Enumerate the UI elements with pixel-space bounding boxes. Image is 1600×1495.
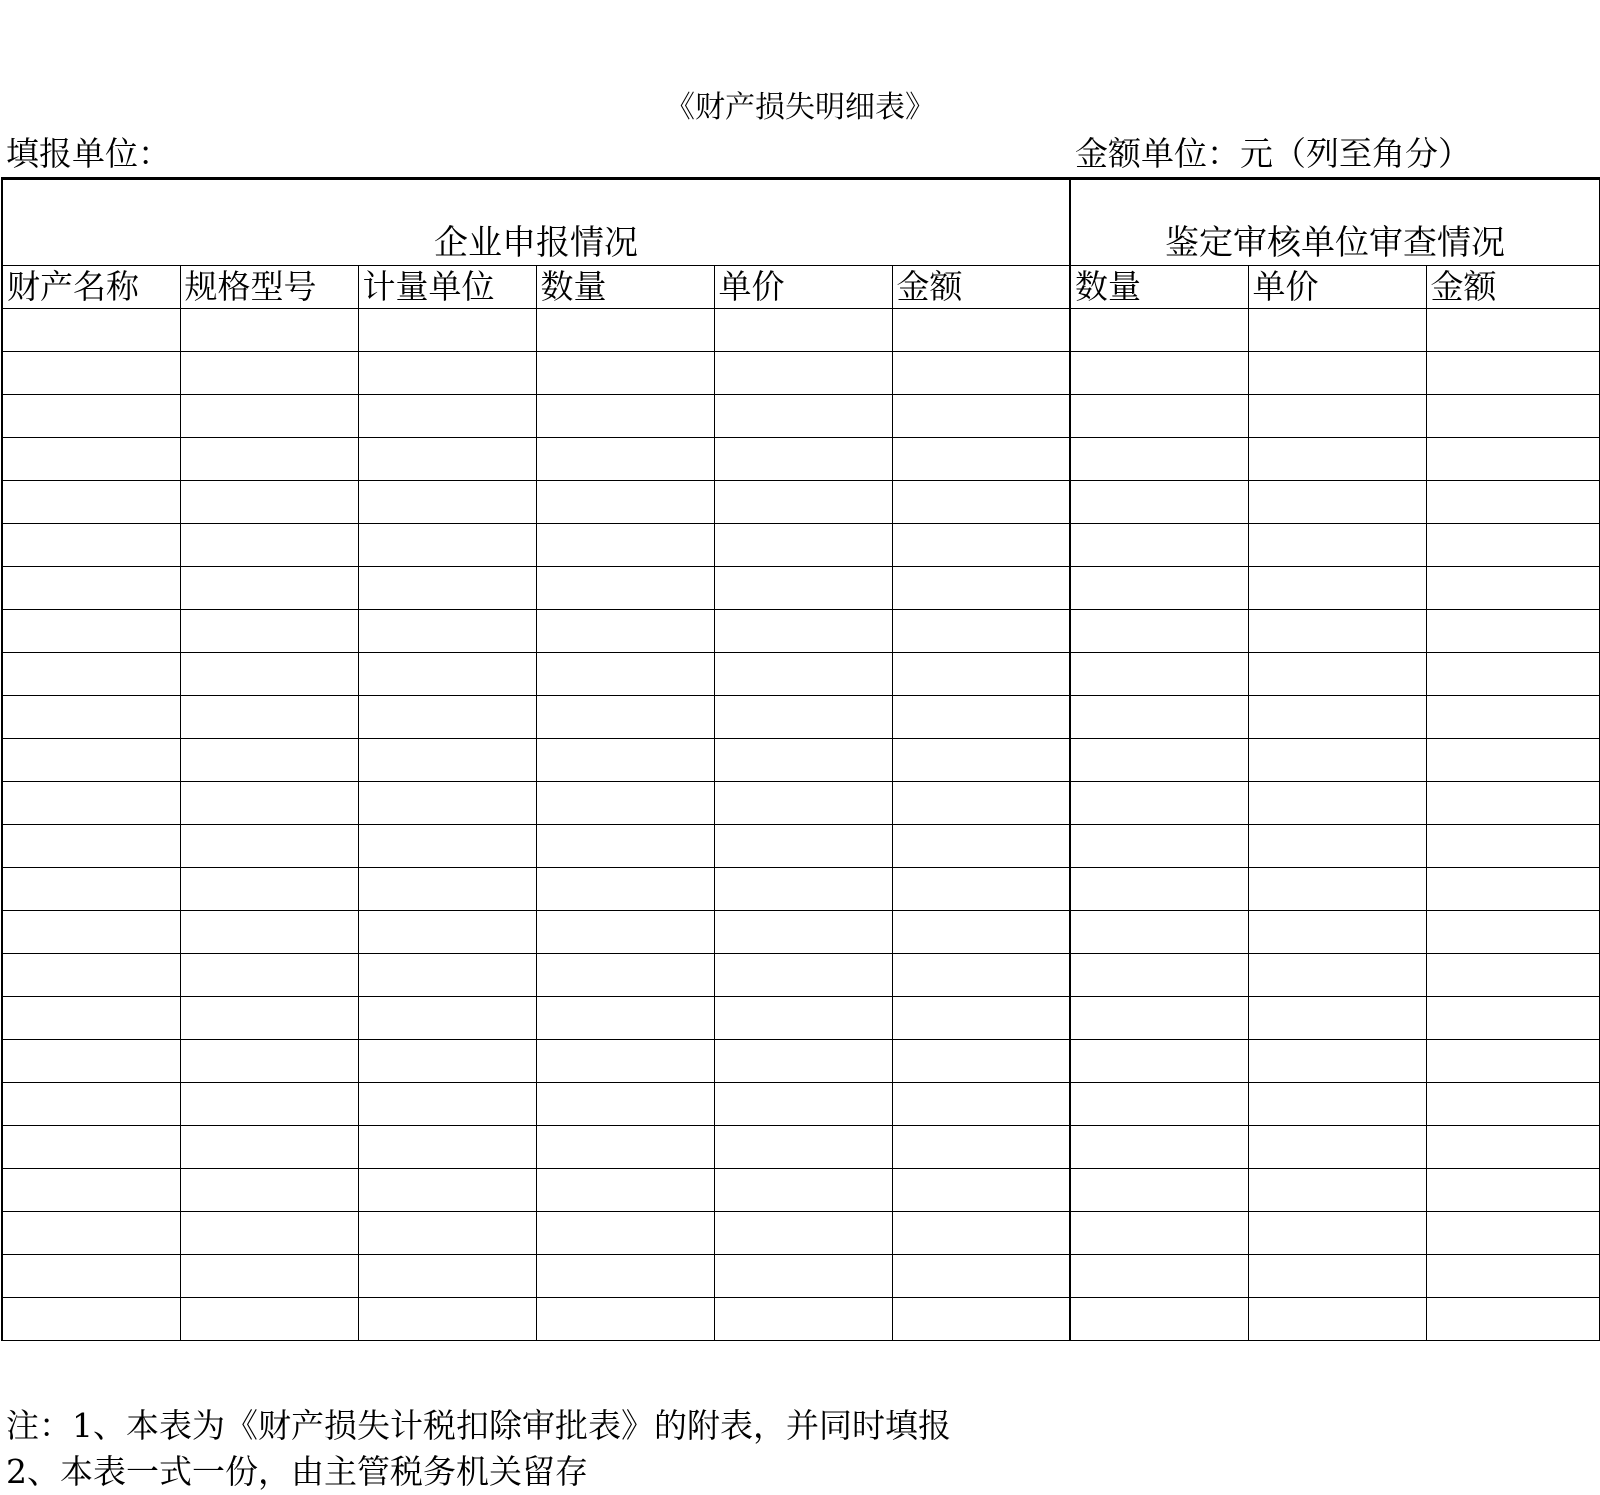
table-cell[interactable] [714, 739, 892, 782]
column-header-row [2, 266, 1600, 309]
form-title: 《财产损失明细表》 [665, 90, 935, 125]
table-cell[interactable] [1070, 352, 1248, 395]
table-cell[interactable] [714, 1083, 892, 1126]
table-cell[interactable] [892, 954, 1070, 997]
table-cell[interactable] [1070, 524, 1248, 567]
table-cell[interactable] [714, 1040, 892, 1083]
table-cell[interactable] [180, 782, 358, 825]
table-cell[interactable] [180, 1169, 358, 1212]
table-cell[interactable] [1070, 395, 1248, 438]
table-cell[interactable] [180, 438, 358, 481]
table-cell[interactable] [180, 825, 358, 868]
table-cell[interactable] [892, 739, 1070, 782]
table-row [2, 309, 1600, 352]
note-line-1: 注：1、本表为《财产损失计税扣除审批表》的附表，并同时填报 [6, 1406, 951, 1445]
table-cell[interactable] [536, 309, 714, 352]
table-cell[interactable] [1426, 1126, 1600, 1169]
table-cell[interactable] [1070, 1212, 1248, 1255]
table-cell[interactable] [536, 1040, 714, 1083]
table-row [2, 696, 1600, 739]
table-cell[interactable] [1248, 653, 1426, 696]
table-cell[interactable] [358, 868, 536, 911]
table-row [2, 567, 1600, 610]
table-row [2, 481, 1600, 524]
table-cell[interactable] [1426, 395, 1600, 438]
table-cell[interactable] [892, 782, 1070, 825]
table-cell[interactable] [536, 868, 714, 911]
table-cell[interactable] [1248, 1212, 1426, 1255]
table-cell[interactable] [714, 567, 892, 610]
table-cell[interactable] [714, 653, 892, 696]
table-cell[interactable] [358, 911, 536, 954]
appraisal-group-header [1070, 179, 1600, 266]
table-cell[interactable] [892, 653, 1070, 696]
table-cell[interactable] [180, 911, 358, 954]
table-cell[interactable] [358, 438, 536, 481]
table-cell[interactable] [536, 997, 714, 1040]
table-cell[interactable] [1426, 524, 1600, 567]
table-cell[interactable] [1070, 1083, 1248, 1126]
table-cell[interactable] [892, 1083, 1070, 1126]
table-cell[interactable] [892, 868, 1070, 911]
table-cell[interactable] [1248, 438, 1426, 481]
table-cell[interactable] [2, 309, 180, 352]
table-cell[interactable] [2, 395, 180, 438]
table-cell[interactable] [180, 1040, 358, 1083]
table-cell[interactable] [2, 1040, 180, 1083]
table-cell[interactable] [180, 997, 358, 1040]
table-cell[interactable] [358, 481, 536, 524]
table-cell[interactable] [1070, 309, 1248, 352]
table-cell[interactable] [1070, 911, 1248, 954]
table-cell[interactable] [2, 438, 180, 481]
table-cell[interactable] [1248, 911, 1426, 954]
table-cell[interactable] [892, 696, 1070, 739]
table-cell[interactable] [892, 524, 1070, 567]
table-cell[interactable] [1426, 782, 1600, 825]
table-cell[interactable] [358, 1169, 536, 1212]
table-cell[interactable] [714, 481, 892, 524]
table-cell[interactable] [1426, 438, 1600, 481]
table-cell[interactable] [892, 1212, 1070, 1255]
table-cell[interactable] [892, 825, 1070, 868]
table-cell[interactable] [358, 825, 536, 868]
table-cell[interactable] [714, 1298, 892, 1341]
table-cell[interactable] [1426, 481, 1600, 524]
table-cell[interactable] [1070, 997, 1248, 1040]
table-cell[interactable] [536, 825, 714, 868]
table-cell[interactable] [2, 567, 180, 610]
table-cell[interactable] [358, 610, 536, 653]
col-quantity: 数量 [536, 266, 714, 309]
table-cell[interactable] [892, 997, 1070, 1040]
table-cell[interactable] [1426, 1212, 1600, 1255]
table-cell[interactable] [358, 1255, 536, 1298]
table-cell[interactable] [892, 438, 1070, 481]
table-cell[interactable] [2, 954, 180, 997]
table-cell[interactable] [714, 1255, 892, 1298]
table-cell[interactable] [1070, 481, 1248, 524]
table-row [2, 1040, 1600, 1083]
enterprise-group-label: 企业申报情况 [434, 223, 639, 263]
table-cell[interactable] [536, 954, 714, 997]
table-cell[interactable] [358, 954, 536, 997]
table-cell[interactable] [358, 567, 536, 610]
table-cell[interactable] [358, 309, 536, 352]
table-cell[interactable] [892, 1255, 1070, 1298]
amount-unit-label: 金额单位：元（列至角分） [1075, 134, 1471, 173]
table-cell[interactable] [536, 739, 714, 782]
table-cell[interactable] [1070, 438, 1248, 481]
table-cell[interactable] [358, 1212, 536, 1255]
table-cell[interactable] [1426, 825, 1600, 868]
table-cell[interactable] [536, 567, 714, 610]
table-cell[interactable] [714, 438, 892, 481]
table-row [2, 825, 1600, 868]
table-cell[interactable] [1248, 481, 1426, 524]
table-row [2, 782, 1600, 825]
table-cell[interactable] [358, 653, 536, 696]
table-cell[interactable] [714, 610, 892, 653]
table-cell[interactable] [1248, 395, 1426, 438]
table-row [2, 352, 1600, 395]
table-cell[interactable] [714, 395, 892, 438]
loss-detail-table [1, 177, 1600, 1341]
table-cell[interactable] [1070, 696, 1248, 739]
table-cell[interactable] [358, 1126, 536, 1169]
table-cell[interactable] [536, 438, 714, 481]
table-cell[interactable] [1248, 1298, 1426, 1341]
table-cell[interactable] [1070, 868, 1248, 911]
table-cell[interactable] [714, 1169, 892, 1212]
col-spec-model: 规格型号 [180, 266, 358, 309]
table-cell[interactable] [358, 524, 536, 567]
table-row [2, 868, 1600, 911]
table-cell[interactable] [1070, 1040, 1248, 1083]
table-cell[interactable] [180, 696, 358, 739]
table-cell[interactable] [2, 610, 180, 653]
table-cell[interactable] [1070, 1169, 1248, 1212]
table-cell[interactable] [1426, 352, 1600, 395]
table-cell[interactable] [714, 524, 892, 567]
col-unit-price: 单价 [714, 266, 892, 309]
table-cell[interactable] [536, 481, 714, 524]
table-row [2, 1212, 1600, 1255]
table-cell[interactable] [714, 782, 892, 825]
table-cell[interactable] [2, 1126, 180, 1169]
table-cell[interactable] [180, 395, 358, 438]
table-row [2, 954, 1600, 997]
table-cell[interactable] [1248, 1255, 1426, 1298]
table-cell[interactable] [1248, 954, 1426, 997]
table-cell[interactable] [358, 1040, 536, 1083]
table-cell[interactable] [2, 782, 180, 825]
table-row [2, 911, 1600, 954]
table-row [2, 1255, 1600, 1298]
table-cell[interactable] [2, 524, 180, 567]
table-cell[interactable] [714, 352, 892, 395]
col-review-amount: 金额 [1426, 266, 1600, 309]
enterprise-group-header [2, 179, 1070, 266]
table-row [2, 524, 1600, 567]
table-row [2, 1169, 1600, 1212]
table-cell[interactable] [1070, 1298, 1248, 1341]
table-cell[interactable] [892, 481, 1070, 524]
table-cell[interactable] [1248, 868, 1426, 911]
table-cell[interactable] [1248, 1126, 1426, 1169]
col-asset-name: 财产名称 [2, 266, 180, 309]
table-cell[interactable] [1070, 954, 1248, 997]
col-review-unit-price: 单价 [1248, 266, 1426, 309]
table-cell[interactable] [180, 1212, 358, 1255]
table-row [2, 1298, 1600, 1341]
table-row [2, 653, 1600, 696]
table-cell[interactable] [892, 1040, 1070, 1083]
table-cell[interactable] [358, 782, 536, 825]
table-cell[interactable] [536, 610, 714, 653]
table-cell[interactable] [892, 1126, 1070, 1169]
table-cell[interactable] [2, 868, 180, 911]
table-cell[interactable] [892, 1169, 1070, 1212]
table-cell[interactable] [1070, 1126, 1248, 1169]
table-cell[interactable] [714, 954, 892, 997]
col-amount: 金额 [892, 266, 1070, 309]
table-cell[interactable] [1070, 1255, 1248, 1298]
table-cell[interactable] [2, 696, 180, 739]
table-cell[interactable] [180, 653, 358, 696]
table-cell[interactable] [536, 1169, 714, 1212]
table-cell[interactable] [1248, 1040, 1426, 1083]
table-cell[interactable] [536, 1212, 714, 1255]
table-cell[interactable] [180, 352, 358, 395]
table-cell[interactable] [358, 997, 536, 1040]
table-row [2, 1083, 1600, 1126]
table-cell[interactable] [1248, 997, 1426, 1040]
table-cell[interactable] [1248, 782, 1426, 825]
table-row [2, 1126, 1600, 1169]
table-cell[interactable] [1070, 653, 1248, 696]
table-cell[interactable] [1248, 352, 1426, 395]
table-cell[interactable] [180, 610, 358, 653]
table-cell[interactable] [1248, 1083, 1426, 1126]
table-cell[interactable] [180, 1255, 358, 1298]
table-cell[interactable] [1426, 868, 1600, 911]
table-cell[interactable] [1248, 739, 1426, 782]
table-cell[interactable] [2, 1212, 180, 1255]
table-cell[interactable] [536, 1083, 714, 1126]
table-cell[interactable] [536, 1255, 714, 1298]
table-cell[interactable] [536, 782, 714, 825]
table-cell[interactable] [1426, 1169, 1600, 1212]
table-cell[interactable] [180, 309, 358, 352]
table-cell[interactable] [1248, 309, 1426, 352]
table-cell[interactable] [358, 352, 536, 395]
table-cell[interactable] [180, 954, 358, 997]
table-cell[interactable] [536, 696, 714, 739]
table-cell[interactable] [1426, 954, 1600, 997]
table-cell[interactable] [714, 696, 892, 739]
table-cell[interactable] [892, 309, 1070, 352]
table-cell[interactable] [358, 696, 536, 739]
table-cell[interactable] [180, 1083, 358, 1126]
table-cell[interactable] [358, 739, 536, 782]
table-cell[interactable] [1070, 782, 1248, 825]
table-cell[interactable] [536, 911, 714, 954]
col-review-quantity: 数量 [1070, 266, 1248, 309]
table-cell[interactable] [2, 1169, 180, 1212]
table-cell[interactable] [2, 1255, 180, 1298]
table-cell[interactable] [892, 567, 1070, 610]
table-cell[interactable] [714, 868, 892, 911]
table-cell[interactable] [1426, 1255, 1600, 1298]
table-cell[interactable] [358, 1083, 536, 1126]
table-cell[interactable] [1248, 825, 1426, 868]
note-line-2: 2、本表一式一份，由主管税务机关留存 [6, 1452, 588, 1491]
table-cell[interactable] [180, 1126, 358, 1169]
table-cell[interactable] [1070, 610, 1248, 653]
table-row [2, 610, 1600, 653]
table-cell[interactable] [1248, 567, 1426, 610]
table-cell[interactable] [892, 610, 1070, 653]
table-cell[interactable] [1426, 1083, 1600, 1126]
table-cell[interactable] [1248, 524, 1426, 567]
table-cell[interactable] [714, 1126, 892, 1169]
table-cell[interactable] [2, 825, 180, 868]
table-cell[interactable] [892, 911, 1070, 954]
table-cell[interactable] [536, 524, 714, 567]
table-cell[interactable] [1426, 911, 1600, 954]
table-cell[interactable] [1426, 567, 1600, 610]
group-header-row [2, 179, 1600, 266]
appraisal-group-label: 鉴定审核单位审查情况 [1165, 223, 1506, 263]
table-cell[interactable] [714, 309, 892, 352]
table-cell[interactable] [180, 868, 358, 911]
col-unit-of-measure: 计量单位 [358, 266, 536, 309]
table-row [2, 739, 1600, 782]
table-cell[interactable] [358, 1298, 536, 1341]
notes [6, 1403, 951, 1495]
filing-unit-label: 填报单位： [6, 134, 171, 173]
table-cell[interactable] [536, 1298, 714, 1341]
table-cell[interactable] [1426, 696, 1600, 739]
table-cell[interactable] [1426, 739, 1600, 782]
table-cell[interactable] [180, 1298, 358, 1341]
table-cell[interactable] [358, 395, 536, 438]
table-cell[interactable] [2, 1298, 180, 1341]
table-cell[interactable] [2, 1083, 180, 1126]
table-cell[interactable] [1426, 653, 1600, 696]
table-cell[interactable] [2, 481, 180, 524]
table-cell[interactable] [892, 352, 1070, 395]
table-cell[interactable] [2, 653, 180, 696]
table-cell[interactable] [714, 1212, 892, 1255]
table-cell[interactable] [180, 524, 358, 567]
table-cell[interactable] [180, 567, 358, 610]
table-cell[interactable] [1426, 610, 1600, 653]
table-cell[interactable] [1248, 1169, 1426, 1212]
table-cell[interactable] [714, 997, 892, 1040]
table-row [2, 395, 1600, 438]
table-cell[interactable] [2, 911, 180, 954]
table-cell[interactable] [1426, 997, 1600, 1040]
table-cell[interactable] [2, 352, 180, 395]
table-cell[interactable] [536, 1126, 714, 1169]
table-cell[interactable] [1426, 309, 1600, 352]
table-cell[interactable] [714, 911, 892, 954]
table-cell[interactable] [892, 1298, 1070, 1341]
table-cell[interactable] [1426, 1040, 1600, 1083]
table-cell[interactable] [1248, 610, 1426, 653]
table-cell[interactable] [1426, 1298, 1600, 1341]
table-cell[interactable] [536, 395, 714, 438]
table-cell[interactable] [2, 997, 180, 1040]
table-cell[interactable] [1248, 696, 1426, 739]
table-cell[interactable] [180, 481, 358, 524]
table-cell[interactable] [1070, 739, 1248, 782]
table-cell[interactable] [536, 653, 714, 696]
table-cell[interactable] [180, 739, 358, 782]
table-row [2, 438, 1600, 481]
table-cell[interactable] [536, 352, 714, 395]
table-cell[interactable] [2, 739, 180, 782]
table-cell[interactable] [1070, 825, 1248, 868]
table-cell[interactable] [892, 395, 1070, 438]
table-cell[interactable] [714, 825, 892, 868]
table-row [2, 997, 1600, 1040]
table-cell[interactable] [1070, 567, 1248, 610]
